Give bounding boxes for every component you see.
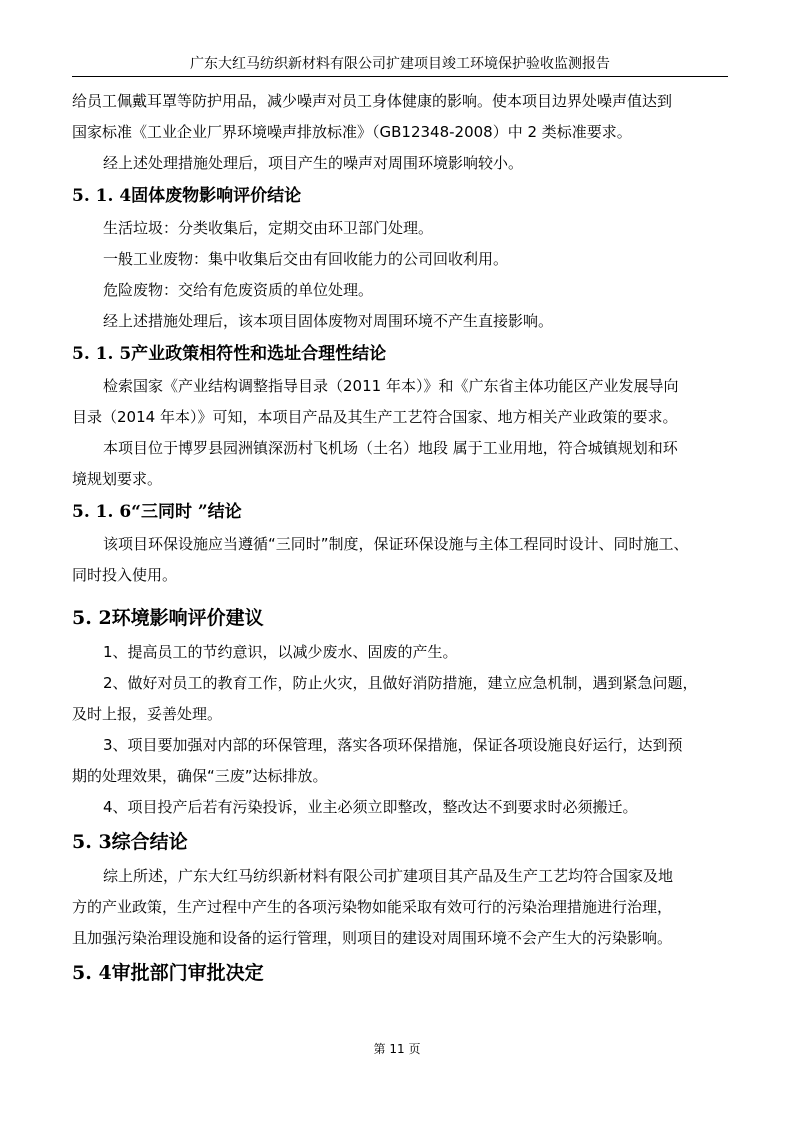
paragraph-line: 检索国家《产业结构调整指导目录（2011 年本）》和《广东省主体功能区产业发展导向: [103, 377, 679, 395]
paragraph-line: 方的产业政策，生产过程中产生的各项污染物如能采取有效可行的污染治理措施进行治理，: [72, 898, 673, 916]
paragraph-line: 且加强污染治理设施和设备的运行管理，则项目的建设对周围环境不会产生大的污染影响。: [72, 929, 673, 947]
section-heading: 5. 3综合结论: [72, 831, 188, 853]
paragraph-line: 4、项目投产后若有污染投诉，业主必须立即整改，整改达不到要求时必须搬迁。: [103, 798, 638, 816]
page-number: 第 11 页: [373, 1042, 421, 1056]
spacer: [72, 591, 728, 599]
paragraph-line: 本项目位于博罗县园洲镇深沥村飞机场（土名）地段 属于工业用地，符合城镇规划和环: [103, 439, 678, 457]
paragraph-line: 经上述措施处理后，该本项目固体废物对周围环境不产生直接影响。: [103, 312, 554, 330]
paragraph-line: 3、项目要加强对内部的环保管理，落实各项环保措施，保证各项设施良好运行，达到预: [103, 736, 683, 754]
subsection-heading: 5. 1. 5产业政策相符性和选址合理性结论: [72, 344, 387, 364]
paragraph-line: 2、做好对员工的教育工作，防止火灾，且做好消防措施，建立应急机制，遇到紧急问题，: [103, 674, 698, 692]
paragraph-line: 经上述处理措施处理后，项目产生的噪声对周围环境影响较小。: [103, 154, 524, 172]
paragraph-line: 综上所述，广东大红马纺织新材料有限公司扩建项目其产品及生产工艺均符合国家及地: [103, 867, 674, 885]
paragraph-line: 境规划要求。: [72, 470, 163, 488]
subsection-heading: 5. 1. 6“三同时 ”结论: [72, 502, 242, 522]
section-heading: 5. 4审批部门审批决定: [72, 962, 264, 984]
paragraph-line: 生活垃圾：分类收集后，定期交由环卫部门处理。: [103, 219, 434, 237]
paragraph-line: 一般工业废物：集中收集后交由有回收能力的公司回收利用。: [103, 250, 509, 268]
paragraph-line: 危险废物：交给有危废资质的单位处理。: [103, 281, 374, 299]
paragraph-line: 国家标准《工业企业厂界环境噪声排放标准》（GB12348-2008）中 2 类标准要求。: [72, 123, 632, 141]
paragraph-line: 给员工佩戴耳罩等防护用品，减少噪声对员工身体健康的影响。使本项目边界处噪声值达到: [72, 92, 673, 110]
subsection-heading: 5. 1. 4固体废物影响评价结论: [72, 186, 302, 206]
page-header: 广东大红马纺织新材料有限公司扩建项目竣工环境保护验收监测报告: [72, 54, 728, 77]
section-heading: 5. 2环境影响评价建议: [72, 607, 264, 629]
paragraph-line: 1、提高员工的节约意识，以减少废水、固废的产生。: [103, 643, 458, 661]
paragraph-line: 同时投入使用。: [72, 566, 178, 584]
paragraph-line: 该项目环保设施应当遵循“三同时”制度，保证环保设施与主体工程同时设计、同时施工、: [103, 535, 689, 553]
paragraph-line: 期的处理效果，确保“三废”达标排放。: [72, 767, 328, 785]
document-body: [72, 86, 728, 992]
paragraph-line: 及时上报，妥善处理。: [72, 705, 223, 723]
paragraph-line: 目录（2014 年本）》可知，本项目产品及其生产工艺符合国家、地方相关产业政策的要求。: [72, 408, 678, 426]
